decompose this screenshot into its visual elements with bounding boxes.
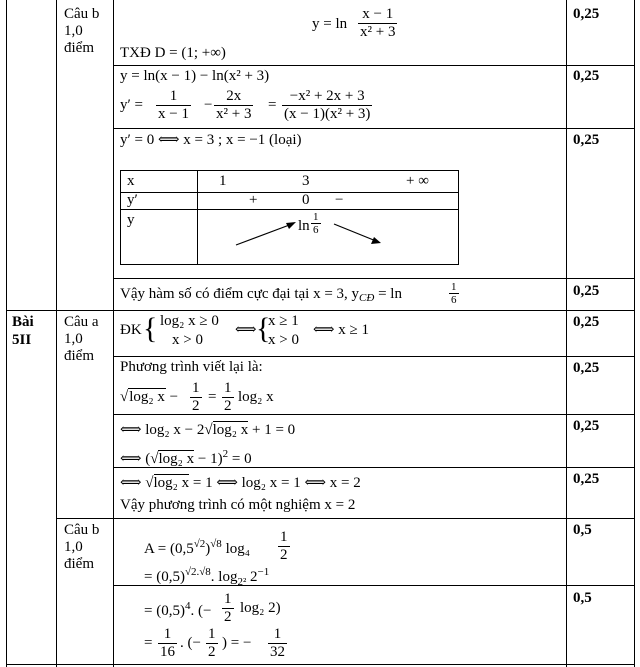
conclusion-text: Vậy phương trình có một nghiệm x = 2: [120, 497, 356, 513]
formula: [144, 538, 250, 558]
score: 0,25: [573, 6, 600, 22]
formula-part: − 1): [194, 451, 223, 467]
formula-part: = 1 ⟺ log₂ x = 1 ⟺ x = 2: [189, 475, 361, 491]
score: 0,25: [573, 314, 600, 330]
exponent: 2: [222, 448, 229, 460]
conclusion-main: Vậy hàm số có điểm cực đại tại x = 3, y: [120, 286, 360, 302]
condition-label: ĐK: [120, 322, 142, 338]
condition: log₂ x ≥ 0: [160, 313, 219, 329]
table-value: + ∞: [406, 173, 429, 189]
max-value: ln: [298, 218, 310, 234]
fraction-num: 1: [156, 88, 191, 106]
exponent: −1: [257, 566, 270, 578]
fraction: [222, 591, 234, 626]
grid-line: [56, 518, 635, 519]
grid-line: [113, 0, 114, 667]
formula: ⟺ log₂ x − 2√log₂ x + 1 = 0: [120, 422, 296, 438]
sign-minus: −: [335, 192, 344, 208]
table-line: [458, 170, 459, 265]
formula: ) = −: [222, 635, 252, 651]
score: 0,25: [573, 471, 600, 487]
grid-line: [6, 310, 635, 311]
fraction: [156, 88, 191, 123]
formula-part: A = (0,5: [144, 541, 194, 557]
condition: x ≥ 1: [268, 313, 299, 329]
formula-part: = (0,5): [144, 569, 185, 585]
fraction-den: x − 1: [158, 106, 189, 122]
brace: {: [256, 312, 271, 345]
formula: ⟺ √log₂ x = 1 ⟺ log₂ x = 1 ⟺ x = 2: [120, 475, 361, 491]
radicand: log₂ x: [158, 451, 195, 467]
iff: ⟺: [235, 322, 257, 338]
conclusion-eq: = ln: [374, 286, 402, 302]
fraction-num: x − 1: [358, 6, 397, 24]
table-line: [120, 264, 459, 265]
section-label: Bài: [12, 314, 34, 330]
fraction-den: x² + 3: [216, 106, 252, 122]
grid-line: [113, 278, 635, 279]
radicand: log₂ x: [153, 475, 190, 491]
fraction-num: 1: [268, 626, 287, 644]
fraction: [449, 281, 459, 306]
formula: . (−: [180, 635, 201, 651]
table-value: 3: [302, 173, 310, 189]
exponent: 4: [184, 600, 191, 612]
fraction: [282, 88, 372, 123]
formula: log₂ x: [238, 389, 274, 405]
equals: =: [208, 389, 217, 405]
table-line: [120, 192, 459, 193]
score: 0,25: [573, 283, 600, 299]
formula: y′ = 0 ⟺ x = 3 ; x = −1 (loại): [120, 132, 302, 148]
grid-line: [56, 0, 57, 667]
increasing-arrow: [230, 218, 300, 250]
question-label: Câu b 1,0 điểm: [64, 522, 100, 572]
exponent: √8: [210, 538, 222, 550]
fraction-num: 1: [313, 211, 319, 223]
fraction-den: 2: [280, 547, 288, 563]
fraction: [222, 380, 234, 415]
fraction-num: 1: [451, 281, 457, 293]
equation-intro: Phương trình viết lại là:: [120, 359, 263, 375]
formula-part: = 0: [228, 451, 252, 467]
formula: [144, 566, 269, 588]
fraction-den: 2: [192, 398, 200, 414]
score: 0,25: [573, 360, 600, 376]
fraction-num: 1: [158, 626, 177, 644]
grid-line: [6, 0, 7, 667]
formula: =: [268, 97, 277, 113]
formula: −: [204, 97, 213, 113]
grid-line: [634, 0, 635, 667]
score: 0,25: [573, 418, 600, 434]
fraction-num: 1: [208, 626, 216, 642]
fraction-num: −x² + 2x + 3: [282, 88, 372, 106]
exponent: √2.√8: [184, 566, 211, 578]
fraction-den: (x − 1)(x² + 3): [284, 106, 371, 122]
formula: log₂ 2): [240, 600, 281, 616]
fraction-num: 2x: [214, 88, 253, 106]
grid-line: [113, 65, 635, 66]
condition: x > 0: [172, 332, 203, 348]
formula: y = ln(x − 1) − ln(x² + 3): [120, 68, 270, 84]
subscript: CĐ: [359, 292, 375, 304]
radicand: log₂ x: [129, 389, 165, 405]
fraction: [358, 6, 397, 41]
formula: ⟺ (√log₂ x − 1)$^2$ = 0: [120, 448, 252, 467]
fraction-num: 1: [192, 380, 200, 396]
fraction: [278, 529, 290, 564]
question-label: Câu b 1,0 điểm: [64, 6, 100, 56]
table-line: [120, 170, 121, 265]
formula-part: log₄: [221, 541, 250, 557]
fraction-num: 1: [224, 380, 232, 396]
formula-part: ⟺ log₂ x − 2: [120, 422, 205, 438]
score: 0,5: [573, 522, 592, 538]
formula: y′ =: [120, 97, 143, 113]
formula: y = ln: [312, 16, 348, 32]
fraction-num: 1: [280, 529, 288, 545]
condition-result: ⟺ x ≥ 1: [313, 322, 369, 338]
formula: [144, 600, 211, 620]
section-label: 5II: [12, 332, 32, 348]
exponent: √2: [193, 538, 206, 550]
formula-part: ): [205, 541, 211, 557]
fraction: [214, 88, 253, 123]
question-label: Câu a 1,0 điểm: [64, 314, 99, 364]
fraction: [206, 626, 218, 661]
fraction-den: 32: [270, 644, 285, 660]
fraction-num: 1: [224, 591, 232, 607]
score: 0,25: [573, 132, 600, 148]
fraction: [158, 626, 177, 661]
radicand: log₂ x: [212, 422, 249, 438]
fraction: [311, 211, 321, 236]
fraction-den: 6: [451, 294, 457, 306]
grid-line: [113, 128, 635, 129]
sign-zero: 0: [302, 192, 310, 208]
radical: √log₂ x −: [120, 389, 179, 405]
grid-line: [6, 664, 635, 665]
table-header-x: x: [127, 173, 135, 189]
formula-part: ⟺: [120, 475, 146, 491]
fraction-den: 6: [313, 224, 319, 236]
formula-part: = (0,5): [144, 603, 185, 619]
table-header-y: y: [127, 212, 135, 228]
table-header-yprime: y′: [127, 192, 138, 208]
condition: x > 0: [268, 332, 299, 348]
grid-line: [566, 0, 567, 667]
score: 0,5: [573, 590, 592, 606]
score: 0,25: [573, 68, 600, 84]
fraction-den: 2: [224, 609, 232, 625]
formula-part: 2: [246, 569, 258, 585]
fraction-den: 2: [224, 398, 232, 414]
formula-part: + 1 = 0: [248, 422, 296, 438]
subscript: 2²: [237, 576, 247, 588]
fraction-den: 16: [160, 644, 175, 660]
domain-text: TXĐ D = (1; +∞): [120, 45, 226, 61]
grid-line: [113, 356, 635, 357]
sign-plus: +: [249, 192, 258, 208]
formula-part: ⟺ (: [120, 451, 151, 467]
brace: {: [143, 312, 158, 345]
table-line: [120, 170, 459, 171]
conclusion-text: [120, 286, 402, 304]
fraction: [190, 380, 202, 415]
table-value: 1: [219, 173, 227, 189]
table-line: [120, 209, 459, 210]
equals: =: [144, 635, 153, 651]
fraction: [268, 626, 287, 661]
decreasing-arrow: [330, 218, 386, 248]
formula-part: . (−: [190, 603, 212, 619]
formula-part: . log: [210, 569, 238, 585]
fraction-den: x² + 3: [360, 24, 396, 40]
minus: −: [165, 389, 179, 405]
table-line: [197, 170, 198, 265]
fraction-den: 2: [208, 644, 216, 660]
